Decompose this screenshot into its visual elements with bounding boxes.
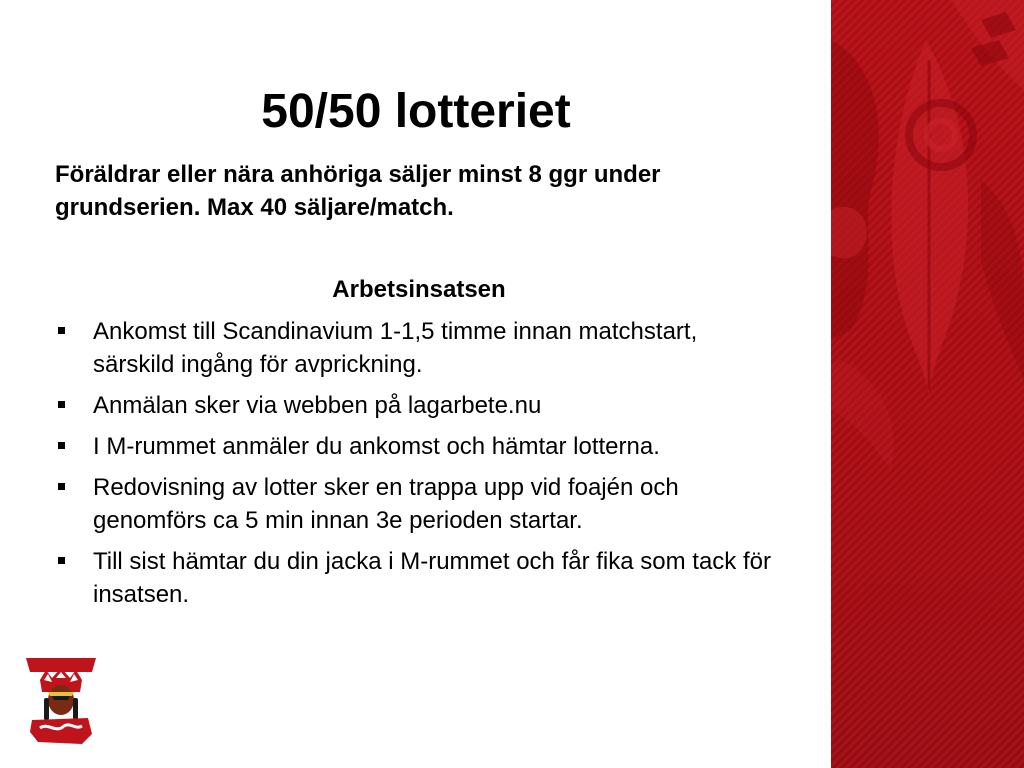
bullet-text: Ankomst till Scandinavium 1-1,5 timme innan matchstart, särskild ingång för avprickning.	[93, 318, 698, 378]
decorative-side-panel	[831, 0, 1024, 768]
frolunda-indians-logo-icon	[22, 652, 100, 752]
indian-headdress-pattern-icon	[831, 0, 1024, 768]
intro-text: Föräldrar eller nära anhöriga säljer minst 8 ggr under grundserien. Max 40 säljare/match.	[55, 161, 661, 221]
bullet-item	[55, 389, 785, 422]
section-heading: Arbetsinsatsen	[332, 276, 506, 303]
bullet-item	[55, 471, 785, 537]
bullet-text: I M-rummet anmäler du ankomst och hämtar lotterna.	[93, 433, 660, 460]
bullet-item	[55, 430, 785, 463]
bullet-text: Anmälan sker via webben på lagarbete.nu	[93, 392, 542, 419]
bullet-item	[55, 545, 785, 611]
bullet-text: Till sist hämtar du din jacka i M-rummet och får fika som tack för insatsen.	[93, 548, 771, 608]
square-bullet-icon	[58, 401, 65, 408]
square-bullet-icon	[58, 327, 65, 334]
bullet-text: Redovisning av lotter sker en trappa upp vid foajén och genomförs ca 5 min innan 3e perioden startar.	[93, 474, 679, 534]
bullet-item	[55, 315, 785, 381]
bullet-list	[55, 315, 785, 619]
square-bullet-icon	[58, 557, 65, 564]
frolunda-indians-logo	[22, 652, 100, 752]
square-bullet-icon	[58, 483, 65, 490]
square-bullet-icon	[58, 442, 65, 449]
slide-title: 50/50 lotteriet	[261, 85, 571, 138]
